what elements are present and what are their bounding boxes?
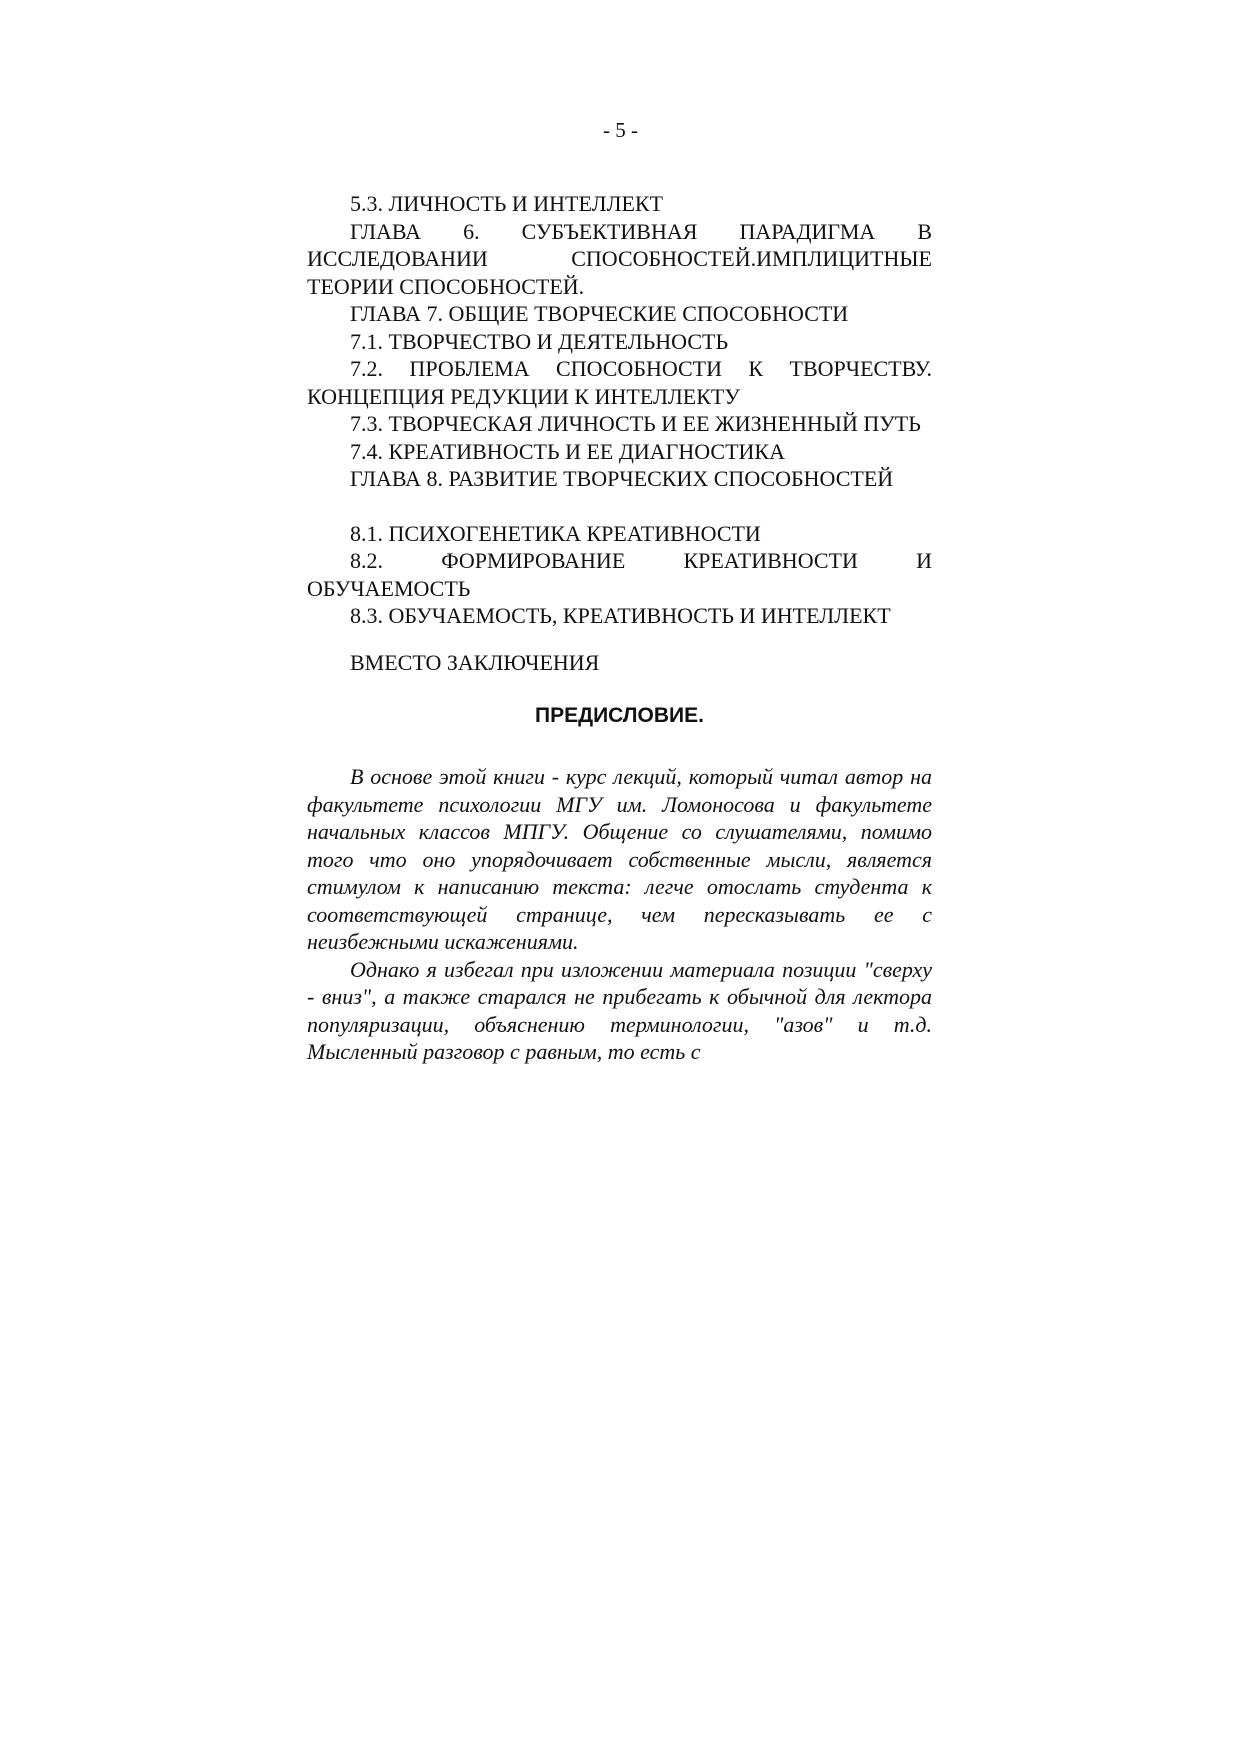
preface-title: ПРЕДИСЛОВИЕ. bbox=[535, 704, 704, 727]
preface-paragraph-1: В основе этой книги - курс лекций, который читал автор на факультете психологии МГУ им. Ломоносова и факультете начальных классов МПГУ. Общение со слушателями, помимо того что оно упорядочивает собственные мысли, является стимулом к написанию текста: легче отослать студента к соответствующей странице, чем пересказывать ее с неизбежными искажениями. bbox=[307, 764, 932, 954]
toc-entry-chapter-6: ГЛАВА 6. СУБЪЕКТИВНАЯ ПАРАДИГМА В ИССЛЕДОВАНИИ СПОСОБНОСТЕЙ.ИМПЛИЦИТНЫЕ ТЕОРИИ СПОСОБНОСТЕЙ. bbox=[307, 218, 932, 299]
toc-entry-conclusion: ВМЕСТО ЗАКЛЮЧЕНИЯ bbox=[350, 649, 600, 675]
toc-entry-chapter-7: ГЛАВА 7. ОБЩИЕ ТВОРЧЕСКИЕ СПОСОБНОСТИ bbox=[350, 301, 849, 326]
page-content bbox=[307, 190, 932, 1066]
toc-entry-8-2: 8.2. ФОРМИРОВАНИЕ КРЕАТИВНОСТИ И ОБУЧАЕМОСТЬ bbox=[307, 548, 932, 601]
toc-entry-8-3: 8.3. ОБУЧАЕМОСТЬ, КРЕАТИВНОСТЬ И ИНТЕЛЛЕКТ bbox=[350, 603, 891, 628]
page-number: - 5 - bbox=[603, 118, 638, 142]
toc-entry-7-4: 7.4. КРЕАТИВНОСТЬ И ЕЕ ДИАГНОСТИКА bbox=[350, 438, 785, 464]
toc-entry-chapter-8: ГЛАВА 8. РАЗВИТИЕ ТВОРЧЕСКИХ СПОСОБНОСТЕЙ bbox=[350, 466, 894, 491]
toc-entry-7-3: 7.3. ТВОРЧЕСКАЯ ЛИЧНОСТЬ И ЕЕ ЖИЗНЕННЫЙ ПУТЬ bbox=[350, 411, 921, 436]
toc-entry-7-1: 7.1. ТВОРЧЕСТВО И ДЕЯТЕЛЬНОСТЬ bbox=[350, 328, 729, 354]
toc-entry-5-3: 5.3. ЛИЧНОСТЬ И ИНТЕЛЛЕКТ bbox=[350, 191, 664, 216]
toc-entry-8-1: 8.1. ПСИХОГЕНЕТИКА КРЕАТИВНОСТИ bbox=[350, 520, 761, 546]
preface-paragraph-2: Однако я избегал при изложении материала позиции "сверху - вниз", а также старался не прибегать к обычной для лектора популяризации, объяснению терминологии, "азов" и т.д. Мысленный разговор с равным, то есть с bbox=[307, 956, 932, 1064]
toc-entry-7-2: 7.2. ПРОБЛЕМА СПОСОБНОСТИ К ТВОРЧЕСТВУ. КОНЦЕПЦИЯ РЕДУКЦИИ К ИНТЕЛЛЕКТУ bbox=[307, 356, 932, 409]
